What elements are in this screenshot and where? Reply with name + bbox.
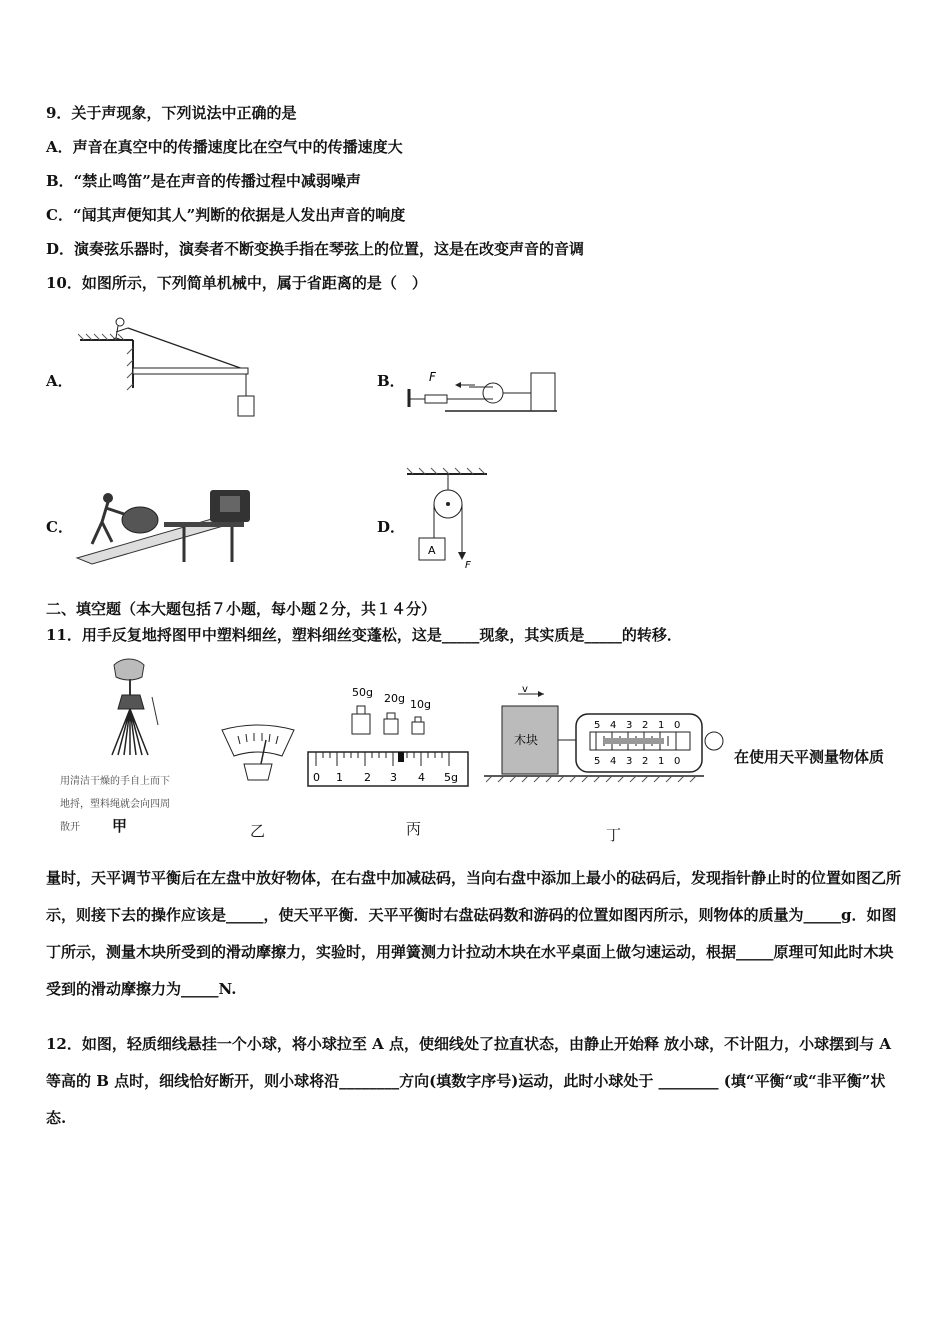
- inclined-plane-diagram-c: [72, 486, 252, 566]
- spring-tick-1-top: 1: [658, 720, 665, 731]
- figure-jia-note-3: 散开: [60, 822, 80, 833]
- section-title: 二、填空题（本大题包括７小题，每小题２分，共１４分）: [46, 600, 437, 618]
- ruler-tick-0: 0: [313, 771, 320, 784]
- q10-label-a: A．: [46, 372, 73, 390]
- weight-label-20g: 20g: [384, 692, 405, 705]
- block-label-d: A: [428, 544, 436, 557]
- ruler-tick-5: 5g: [444, 771, 458, 784]
- caption-bing: 丙: [406, 820, 422, 838]
- weight-label-10g: 10g: [410, 698, 431, 711]
- q9-option-c: C．“闻其声便知其人”判断的依据是人发出声音的响度: [46, 206, 406, 224]
- spring-tick-0-bottom: 0: [674, 756, 681, 767]
- spring-tick-3-top: 3: [626, 720, 633, 731]
- ruler-tick-4: 4: [418, 771, 425, 784]
- weights-ruler-figure-bing: [306, 684, 476, 794]
- spring-tick-3-bottom: 3: [626, 756, 633, 767]
- spring-tick-4-top: 4: [610, 720, 617, 731]
- block-label: 木块: [514, 733, 539, 747]
- q11-body: 量时，天平调节平衡后在左盘中放好物体，在右盘中加减砝码，当向右盘中添加上最小的砝码后，发现指针静止时的位置如图乙所示，则接下去的操作应该是_____，使天平平衡．天平平衡时右盘砝码数和游码的位置如图丙所示，则物体的质量为_____g．如图丁所示，测量木块所受到的滑动摩擦力，实验时，用弹簧测力计拉动木块在水平桌面上做匀速运动，根据_____原理可知此时木块受到的滑动摩擦力为_____N.: [46, 869, 902, 998]
- q9-option-b: B．“禁止鸣笛”是在声音的传播过程中减弱噪声: [46, 172, 361, 190]
- caption-jia: 甲: [112, 817, 128, 835]
- q11-side-text: 在使用天平测量物体质: [734, 748, 885, 766]
- ruler-tick-2: 2: [364, 771, 371, 784]
- q10-stem: 10．如图所示，下列简单机械中，属于省距离的是（ ）: [46, 274, 427, 292]
- spring-tick-1-bottom: 1: [658, 756, 665, 767]
- q9-option-a: A．声音在真空中的传播速度比在空气中的传播速度大: [46, 138, 403, 156]
- ruler-tick-1: 1: [336, 771, 343, 784]
- q10-label-b: B．: [377, 372, 405, 390]
- spring-tick-0-top: 0: [674, 720, 681, 731]
- force-label-b: F: [429, 370, 436, 384]
- velocity-label: v: [522, 686, 528, 695]
- spring-tick-2-bottom: 2: [642, 756, 649, 767]
- ruler-tick-3: 3: [390, 771, 397, 784]
- q9-stem: 9．关于声现象，下列说法中正确的是: [46, 104, 297, 122]
- friction-figure-ding: [482, 686, 737, 786]
- pulley-diagram-d: [405, 466, 495, 571]
- pulley-diagram-b: [405, 365, 560, 415]
- spring-tick-5-bottom: 5: [594, 756, 601, 767]
- q9-option-d: D．演奏弦乐器时，演奏者不断变换手指在琴弦上的位置，这是在改变声音的音调: [46, 240, 585, 258]
- balance-pointer-figure-yi: [218, 724, 298, 786]
- figure-jia-note-1: 用清洁干燥的手自上而下: [60, 776, 170, 787]
- q10-label-d: D．: [377, 518, 406, 536]
- plastic-strips-figure-jia: [92, 655, 182, 760]
- q11-stem: 11．用手反复地捋图甲中塑料细丝，塑料细丝变蓬松，这是_____现象，其实质是_____的转移．: [46, 626, 682, 644]
- q10-label-c: C．: [46, 518, 73, 536]
- figure-jia-note-2: 地捋，塑料绳就会向四周: [60, 799, 170, 810]
- lever-diagram-a: [78, 308, 268, 423]
- spring-tick-2-top: 2: [642, 720, 649, 731]
- spring-tick-5-top: 5: [594, 720, 601, 731]
- spring-tick-4-bottom: 4: [610, 756, 617, 767]
- force-label-d: F: [465, 560, 471, 571]
- q12-body: 12．如图，轻质细线悬挂一个小球，将小球拉至 A 点，使细线处了拉直状态，由静止开始释 放小球，不计阻力，小球摆到与 A 等高的 B 点时，细线恰好断开，则小球将沿________方向(填数字序号)运动，此时小球处于 ________ (填“平衡“或“非平衡”状态.: [46, 1035, 892, 1127]
- caption-yi: 乙: [250, 822, 266, 840]
- caption-ding: 丁: [606, 826, 622, 844]
- weight-label-50g: 50g: [352, 686, 373, 699]
